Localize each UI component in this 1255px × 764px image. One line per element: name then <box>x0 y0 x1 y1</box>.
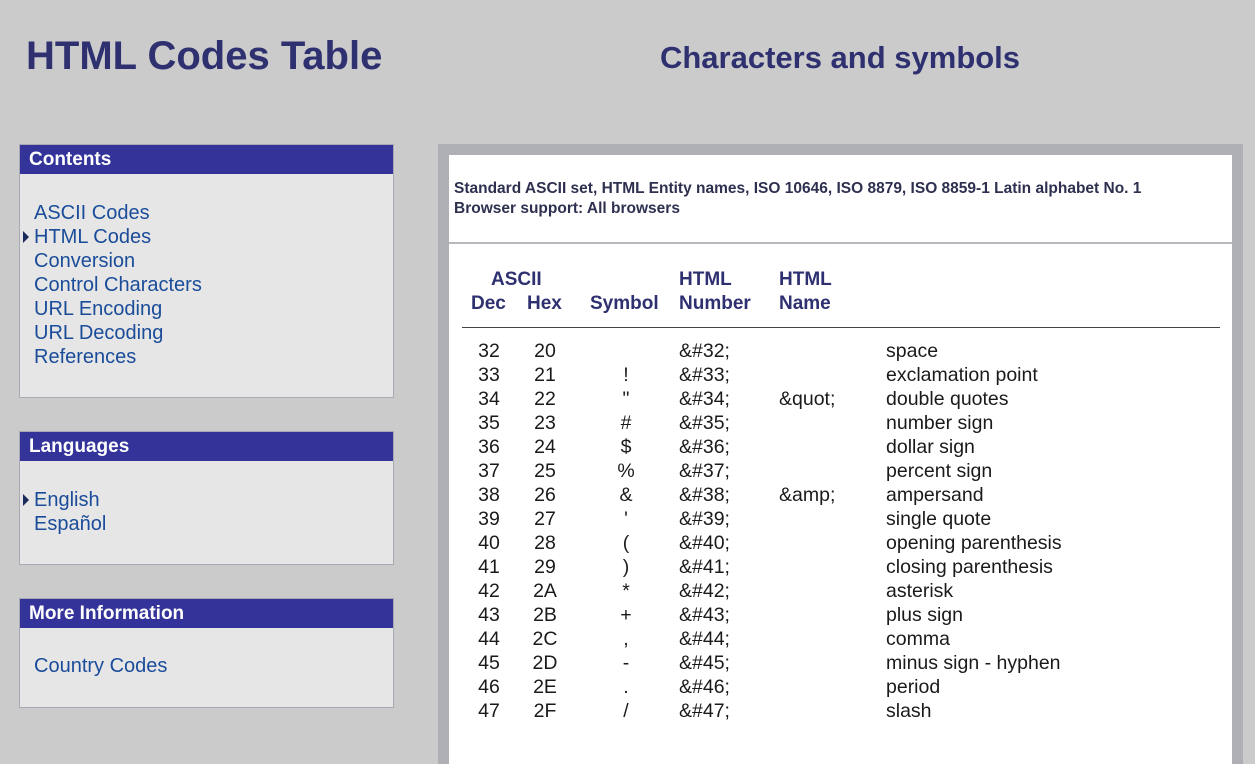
cell-hex: 20 <box>534 340 556 362</box>
table-row <box>449 579 1229 603</box>
header-dec: Dec <box>471 293 506 314</box>
cell-dec: 37 <box>478 460 500 482</box>
contents-link-references[interactable]: References <box>34 346 137 368</box>
languages-panel <box>19 431 394 565</box>
table-row <box>449 555 1229 579</box>
cell-desc: space <box>886 340 939 362</box>
contents-panel <box>19 144 394 398</box>
cell-desc: dollar sign <box>886 436 975 458</box>
cell-desc: closing parenthesis <box>886 556 1053 578</box>
intro-divider <box>449 242 1232 244</box>
cell-dec: 45 <box>478 652 500 674</box>
cell-number: &#41; <box>679 556 730 578</box>
cell-symbol: " <box>622 388 630 410</box>
cell-dec: 33 <box>478 364 500 386</box>
cell-dec: 34 <box>478 388 500 410</box>
cell-dec: 41 <box>478 556 500 578</box>
table-row <box>449 483 1229 507</box>
contents-link-control-characters[interactable]: Control Characters <box>34 274 202 296</box>
header-hex: Hex <box>527 293 562 314</box>
codes-table-body <box>449 339 1229 723</box>
cell-desc: asterisk <box>886 580 954 602</box>
header-divider <box>462 327 1220 328</box>
table-row <box>449 387 1229 411</box>
cell-symbol: ( <box>622 532 630 554</box>
cell-symbol: . <box>623 676 629 698</box>
cell-dec: 47 <box>478 700 500 722</box>
cell-desc: period <box>886 676 941 698</box>
cell-symbol: & <box>619 484 633 506</box>
cell-symbol: ! <box>623 364 629 386</box>
cell-dec: 42 <box>478 580 500 602</box>
cell-symbol: * <box>622 580 630 602</box>
cell-hex: 21 <box>534 364 556 386</box>
cell-desc: exclamation point <box>886 364 1038 386</box>
cell-hex: 2F <box>533 700 557 722</box>
cell-hex: 25 <box>534 460 556 482</box>
site-title: HTML Codes Table <box>26 34 383 78</box>
table-row <box>449 627 1229 651</box>
table-row <box>449 339 1229 363</box>
languages-panel-title: Languages <box>20 432 393 461</box>
table-row <box>449 435 1229 459</box>
language-link-item <box>20 488 393 512</box>
cell-symbol: # <box>620 412 632 434</box>
cell-dec: 35 <box>478 412 500 434</box>
table-row <box>449 459 1229 483</box>
cell-hex: 27 <box>534 508 556 530</box>
contents-link-item <box>20 345 393 369</box>
cell-number: &#47; <box>679 700 730 722</box>
cell-dec: 36 <box>478 436 500 458</box>
more-info-list <box>20 628 393 678</box>
table-row <box>449 363 1229 387</box>
cell-desc: double quotes <box>886 388 1009 410</box>
cell-dec: 40 <box>478 532 500 554</box>
cell-symbol: , <box>623 628 629 650</box>
cell-desc: plus sign <box>886 604 963 626</box>
cell-desc: percent sign <box>886 460 993 482</box>
active-arrow-icon <box>23 494 29 506</box>
header-html-number-top: HTML <box>679 269 732 290</box>
cell-dec: 46 <box>478 676 500 698</box>
contents-link-item <box>20 249 393 273</box>
page-heading: Characters and symbols <box>659 40 1021 75</box>
contents-link-item <box>20 297 393 321</box>
header-number: Number <box>679 293 751 314</box>
cell-symbol: $ <box>620 436 632 458</box>
cell-symbol: / <box>623 700 629 722</box>
cell-dec: 39 <box>478 508 500 530</box>
table-row <box>449 675 1229 699</box>
cell-desc: slash <box>886 700 932 722</box>
cell-symbol: ' <box>624 508 628 530</box>
cell-symbol: - <box>622 652 630 674</box>
cell-hex: 29 <box>534 556 556 578</box>
cell-number: &#42; <box>679 580 730 602</box>
cell-hex: 2A <box>533 580 557 602</box>
cell-number: &#39; <box>679 508 730 530</box>
contents-panel-title: Contents <box>20 145 393 174</box>
cell-hex: 28 <box>534 532 556 554</box>
cell-dec: 44 <box>478 628 500 650</box>
cell-desc: ampersand <box>886 484 984 506</box>
intro-text <box>454 179 1141 219</box>
more-info-panel-title: More Information <box>20 599 393 628</box>
cell-number: &#36; <box>679 436 730 458</box>
cell-desc: minus sign - hyphen <box>886 652 1061 674</box>
cell-number: &#34; <box>679 388 730 410</box>
header-symbol: Symbol <box>590 293 659 314</box>
cell-hex: 22 <box>534 388 556 410</box>
cell-number: &#44; <box>679 628 730 650</box>
cell-hex: 2B <box>533 604 557 626</box>
contents-link-url-encoding[interactable]: URL Encoding <box>34 298 163 320</box>
active-arrow-icon <box>23 231 29 243</box>
more-info-link-item <box>20 654 393 678</box>
more-info-panel <box>19 598 394 708</box>
language-link-español[interactable]: Español <box>34 513 107 535</box>
cell-desc: opening parenthesis <box>886 532 1062 554</box>
cell-hex: 2C <box>532 628 558 650</box>
contents-link-item <box>20 225 393 249</box>
table-row <box>449 699 1229 723</box>
cell-number: &#33; <box>679 364 730 386</box>
cell-desc: number sign <box>886 412 994 434</box>
cell-hex: 2E <box>533 676 557 698</box>
content-frame <box>438 144 1243 764</box>
header-ascii: ASCII <box>491 269 542 290</box>
cell-symbol: ) <box>622 556 630 578</box>
languages-list <box>20 461 393 536</box>
contents-link-conversion[interactable]: Conversion <box>34 250 136 272</box>
table-row <box>449 651 1229 675</box>
cell-dec: 38 <box>478 484 500 506</box>
contents-link-item <box>20 273 393 297</box>
table-row <box>449 411 1229 435</box>
cell-dec: 32 <box>478 340 500 362</box>
cell-symbol: + <box>620 604 632 626</box>
cell-number: &#45; <box>679 652 730 674</box>
cell-desc: single quote <box>886 508 992 530</box>
content-area <box>449 155 1232 764</box>
intro-standards: Standard ASCII set, HTML Entity names, ISO 10646, ISO 8879, ISO 8859-1 Latin alphabet No. 1 <box>454 180 1142 197</box>
cell-number: &#32; <box>679 340 730 362</box>
cell-symbol: % <box>617 460 635 482</box>
cell-number: &#46; <box>679 676 730 698</box>
cell-hex: 23 <box>534 412 556 434</box>
cell-name: &quot; <box>779 388 836 410</box>
contents-link-item <box>20 321 393 345</box>
contents-link-ascii-codes[interactable]: ASCII Codes <box>34 202 150 224</box>
contents-link-item <box>20 201 393 225</box>
contents-link-url-decoding[interactable]: URL Decoding <box>34 322 164 344</box>
header-html-name-top: HTML <box>779 269 832 290</box>
cell-number: &#35; <box>679 412 730 434</box>
intro-browser-support: Browser support: All browsers <box>454 200 680 217</box>
contents-list <box>20 174 393 369</box>
header-name: Name <box>779 293 831 314</box>
cell-hex: 26 <box>534 484 556 506</box>
cell-number: &#37; <box>679 460 730 482</box>
cell-number: &#43; <box>679 604 730 626</box>
contents-link-html-codes[interactable]: HTML Codes <box>34 226 152 248</box>
language-link-english[interactable]: English <box>34 489 100 511</box>
cell-number: &#38; <box>679 484 730 506</box>
cell-name: &amp; <box>779 484 836 506</box>
more-info-link-country-codes[interactable]: Country Codes <box>34 655 168 677</box>
cell-number: &#40; <box>679 532 730 554</box>
cell-hex: 24 <box>534 436 556 458</box>
table-row <box>449 531 1229 555</box>
cell-hex: 2D <box>532 652 558 674</box>
table-row <box>449 507 1229 531</box>
cell-desc: comma <box>886 628 950 650</box>
table-row <box>449 603 1229 627</box>
language-link-item <box>20 512 393 536</box>
cell-dec: 43 <box>478 604 500 626</box>
